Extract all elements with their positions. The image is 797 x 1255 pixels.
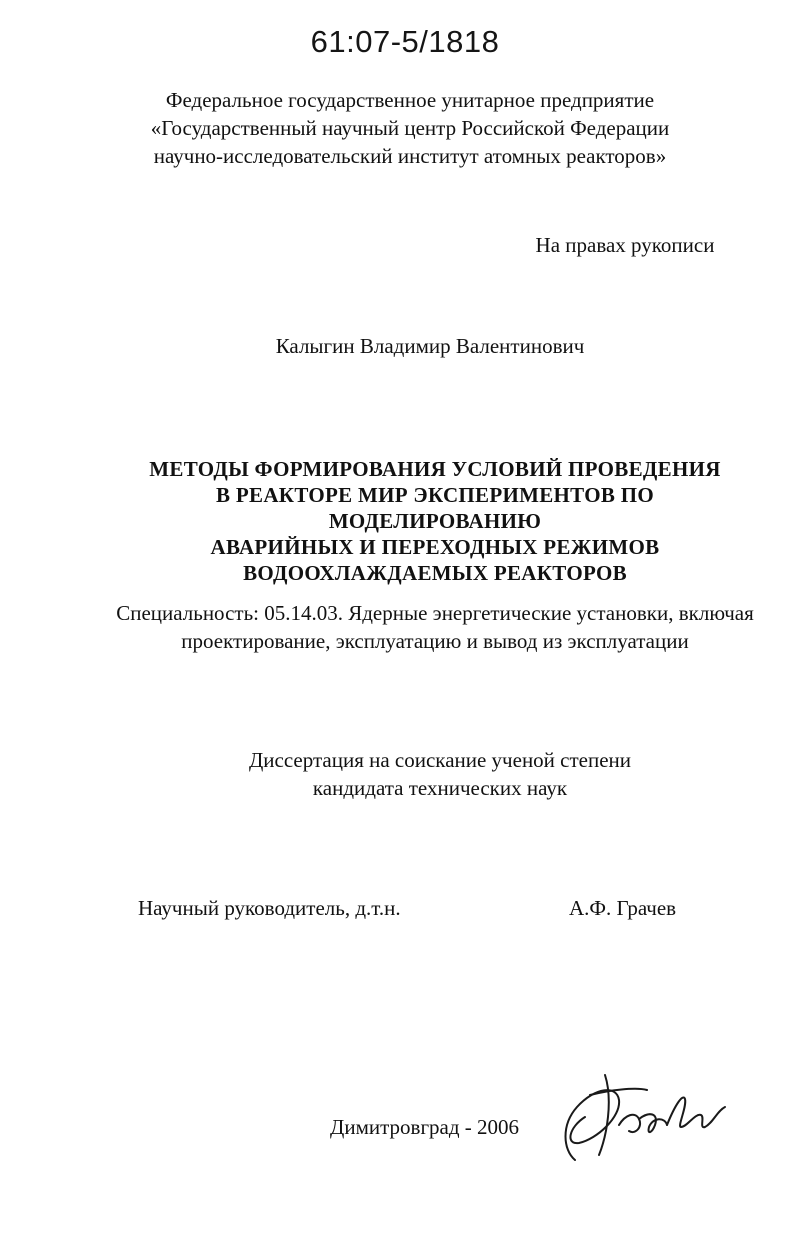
title-line: ВОДООХЛАЖДАЕМЫХ РЕАКТОРОВ (243, 561, 627, 585)
specialty-block (115, 599, 755, 655)
organization-block (150, 86, 670, 170)
dissertation-title (130, 456, 740, 586)
author-name: Калыгин Владимир Валентинович (275, 334, 585, 358)
title-line: В РЕАКТОРЕ МИР ЭКСПЕРИМЕНТОВ ПО МОДЕЛИРОВАНИЮ (216, 483, 654, 533)
specialty-line: Специальность: 05.14.03. Ядерные энергетические установки, включая (116, 601, 754, 625)
manuscript-rights: На правах рукописи (535, 233, 715, 257)
specialty-line: проектирование, эксплуатацию и вывод из эксплуатации (181, 629, 689, 653)
organization-line: «Государственный научный центр Российской Федерации (150, 116, 670, 140)
title-line: АВАРИЙНЫХ И ПЕРЕХОДНЫХ РЕЖИМОВ (210, 535, 660, 559)
registration-stamp: 61:07-5/1818 (310, 24, 500, 59)
degree-block (200, 746, 680, 802)
supervisor-name: А.Ф. Грачев (569, 896, 677, 920)
organization-line: научно-исследовательский институт атомных реакторов» (153, 144, 667, 168)
city-year: Димитровград - 2006 (330, 1115, 520, 1139)
supervisor-label: Научный руководитель, д.т.н. (138, 896, 401, 920)
signature-strokes (566, 1075, 726, 1160)
handwritten-signature (555, 1055, 735, 1175)
degree-line: Диссертация на соискание ученой степени (248, 748, 632, 772)
title-line: МЕТОДЫ ФОРМИРОВАНИЯ УСЛОВИЙ ПРОВЕДЕНИЯ (149, 457, 721, 481)
organization-line: Федеральное государственное унитарное предприятие (165, 88, 655, 112)
degree-line: кандидата технических наук (312, 776, 568, 800)
